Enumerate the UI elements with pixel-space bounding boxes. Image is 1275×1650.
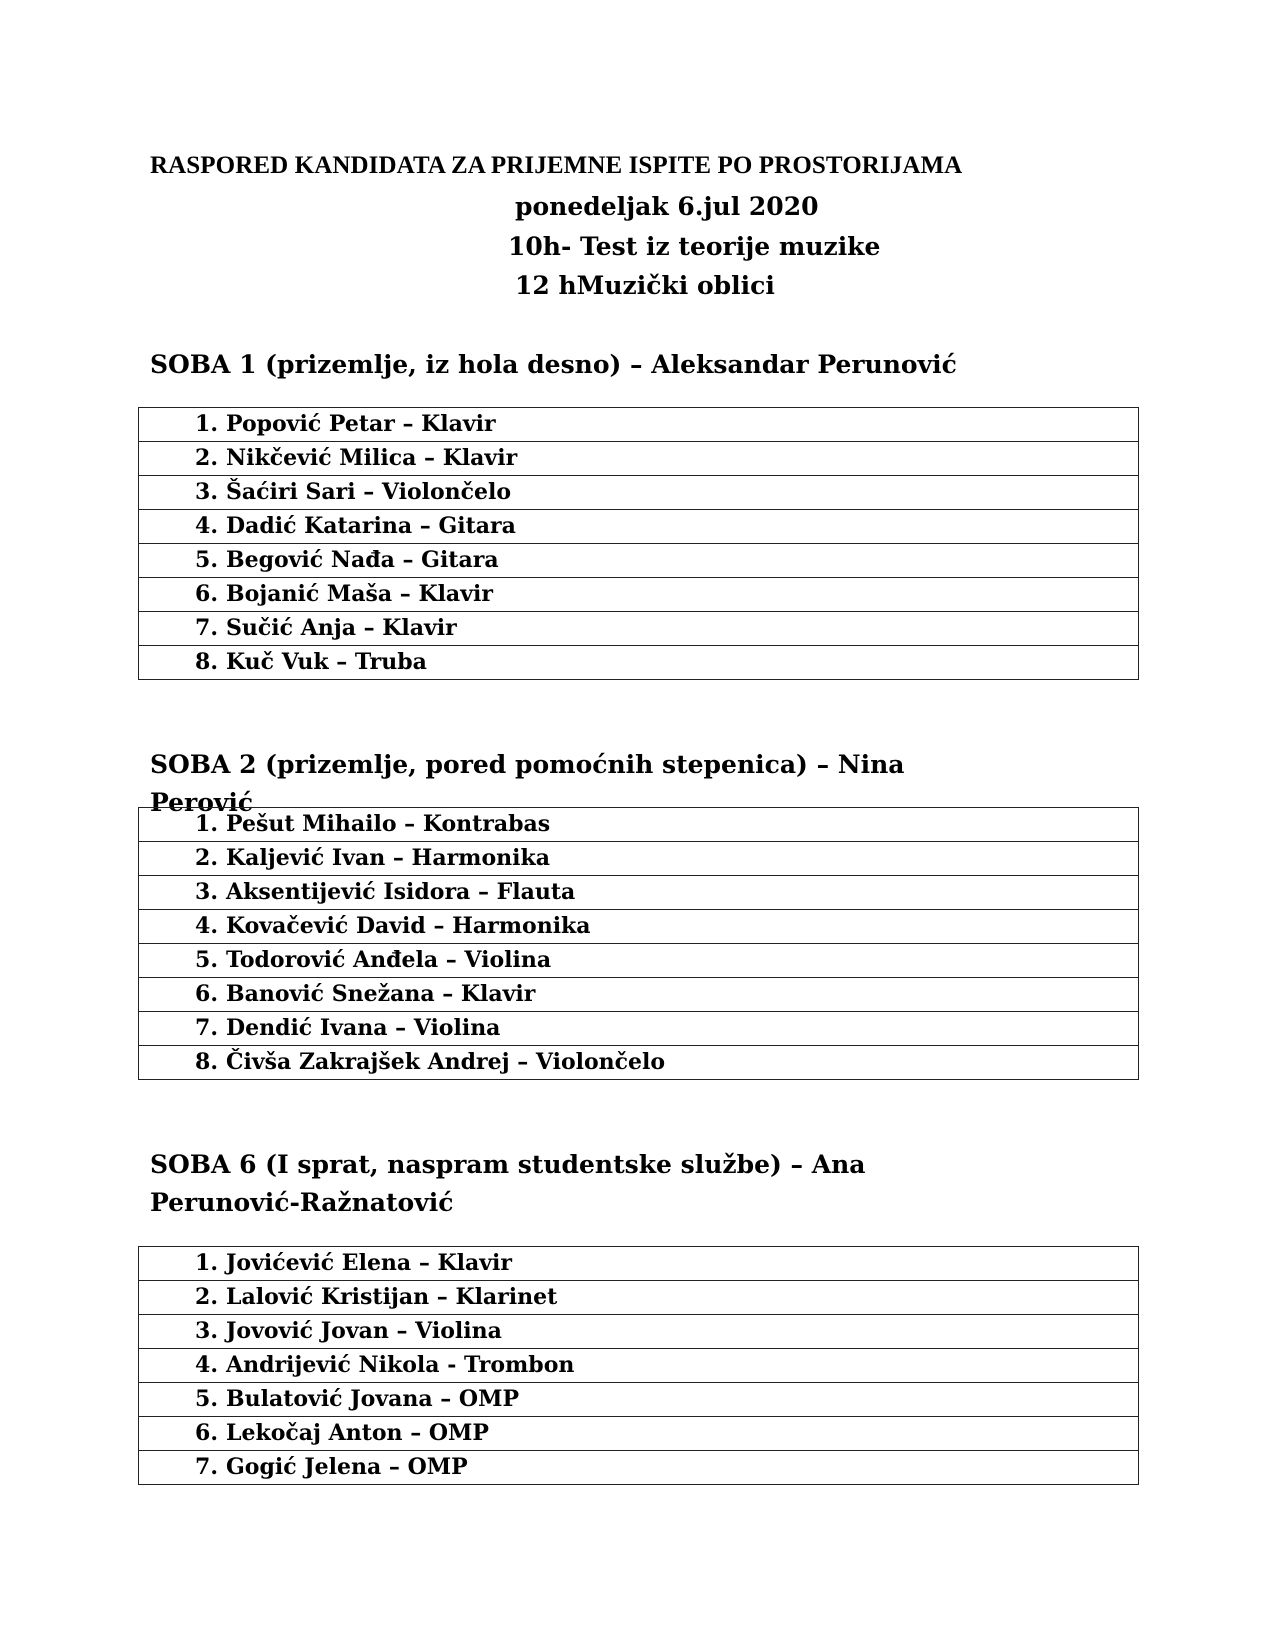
table-row bbox=[139, 1349, 1139, 1383]
candidate-entry: Andrijević Nikola - Trombon bbox=[226, 1352, 575, 1378]
table-row bbox=[139, 1451, 1139, 1485]
row-number: 2. bbox=[195, 445, 218, 471]
candidate-entry: Šaćiri Sari – Violončelo bbox=[226, 479, 512, 505]
candidate-entry: Dadić Katarina – Gitara bbox=[226, 513, 516, 539]
table-row bbox=[139, 1383, 1139, 1417]
table-row bbox=[139, 544, 1139, 578]
table-row bbox=[139, 944, 1139, 978]
row-number: 1. bbox=[195, 811, 218, 837]
row-number: 8. bbox=[195, 1049, 218, 1075]
candidate-entry: Todorović Anđela – Violina bbox=[226, 947, 552, 973]
row-number: 4. bbox=[195, 513, 218, 539]
candidate-entry: Lalović Kristijan – Klarinet bbox=[226, 1284, 558, 1310]
row-number: 6. bbox=[195, 581, 218, 607]
candidate-entry: Čivša Zakrajšek Andrej – Violončelo bbox=[226, 1049, 666, 1075]
row-number: 6. bbox=[195, 981, 218, 1007]
row-number: 2. bbox=[195, 845, 218, 871]
row-number: 6. bbox=[195, 1420, 218, 1446]
candidate-entry: Pešut Mihailo – Kontrabas bbox=[226, 811, 551, 837]
candidate-entry: Kaljević Ivan – Harmonika bbox=[226, 845, 550, 871]
room-6-table bbox=[138, 1246, 1139, 1485]
row-number: 1. bbox=[195, 411, 218, 437]
table-row bbox=[139, 1012, 1139, 1046]
table-row bbox=[139, 510, 1139, 544]
table-row bbox=[139, 646, 1139, 680]
table-row bbox=[139, 876, 1139, 910]
table-row bbox=[139, 476, 1139, 510]
table-row bbox=[139, 612, 1139, 646]
candidate-entry: Kovačević David – Harmonika bbox=[226, 913, 591, 939]
table-row bbox=[139, 910, 1139, 944]
row-number: 7. bbox=[195, 615, 218, 641]
row-number: 3. bbox=[195, 479, 218, 505]
room-6-heading: SOBA 6 (I sprat, naspram studentske službe) – Ana Perunović-Ražnatović bbox=[150, 1150, 866, 1217]
candidate-entry: Jovović Jovan – Violina bbox=[226, 1318, 502, 1344]
candidate-entry: Kuč Vuk – Truba bbox=[226, 649, 427, 675]
table-row bbox=[139, 1417, 1139, 1451]
table-row bbox=[139, 578, 1139, 612]
candidate-entry: Popović Petar – Klavir bbox=[226, 411, 496, 437]
candidate-entry: Gogić Jelena – OMP bbox=[226, 1454, 468, 1480]
table-row bbox=[139, 1247, 1139, 1281]
row-number: 3. bbox=[195, 1318, 218, 1344]
table-row bbox=[139, 442, 1139, 476]
candidate-entry: Lekočaj Anton – OMP bbox=[226, 1420, 489, 1446]
musical-forms-line: 12 hMuzički oblici bbox=[515, 271, 775, 300]
row-number: 1. bbox=[195, 1250, 218, 1276]
row-number: 3. bbox=[195, 879, 218, 905]
room-2-heading: SOBA 2 (prizemlje, pored pomoćnih stepenica) – Nina Perović bbox=[150, 750, 905, 817]
candidate-entry: Bojanić Maša – Klavir bbox=[226, 581, 493, 607]
candidate-entry: Sučić Anja – Klavir bbox=[226, 615, 457, 641]
document-title: RASPORED KANDIDATA ZA PRIJEMNE ISPITE PO PROSTORIJAMA bbox=[150, 152, 963, 179]
row-number: 5. bbox=[195, 1386, 218, 1412]
theory-test-line: 10h- Test iz teorije muzike bbox=[508, 232, 881, 261]
candidate-entry: Jovićević Elena – Klavir bbox=[226, 1250, 512, 1276]
table-row bbox=[139, 978, 1139, 1012]
row-number: 4. bbox=[195, 913, 218, 939]
row-number: 2. bbox=[195, 1284, 218, 1310]
row-number: 4. bbox=[195, 1352, 218, 1378]
room-2-table bbox=[138, 807, 1139, 1080]
table-row bbox=[139, 1315, 1139, 1349]
table-row bbox=[139, 1046, 1139, 1080]
candidate-entry: Banović Snežana – Klavir bbox=[226, 981, 536, 1007]
room-1-heading: SOBA 1 (prizemlje, iz hola desno) – Aleksandar Perunović bbox=[150, 350, 957, 379]
row-number: 7. bbox=[195, 1454, 218, 1480]
candidate-entry: Dendić Ivana – Violina bbox=[226, 1015, 501, 1041]
table-row bbox=[139, 808, 1139, 842]
row-number: 5. bbox=[195, 547, 218, 573]
row-number: 5. bbox=[195, 947, 218, 973]
candidate-entry: Nikčević Milica – Klavir bbox=[226, 445, 518, 471]
candidate-entry: Bulatović Jovana – OMP bbox=[226, 1386, 519, 1412]
row-number: 7. bbox=[195, 1015, 218, 1041]
exam-date: ponedeljak 6.jul 2020 bbox=[515, 192, 819, 221]
candidate-entry: Aksentijević Isidora – Flauta bbox=[226, 879, 576, 905]
row-number: 8. bbox=[195, 649, 218, 675]
table-row bbox=[139, 842, 1139, 876]
candidate-entry: Begović Nađa – Gitara bbox=[226, 547, 499, 573]
room-1-table bbox=[138, 407, 1139, 680]
table-row bbox=[139, 408, 1139, 442]
table-row bbox=[139, 1281, 1139, 1315]
